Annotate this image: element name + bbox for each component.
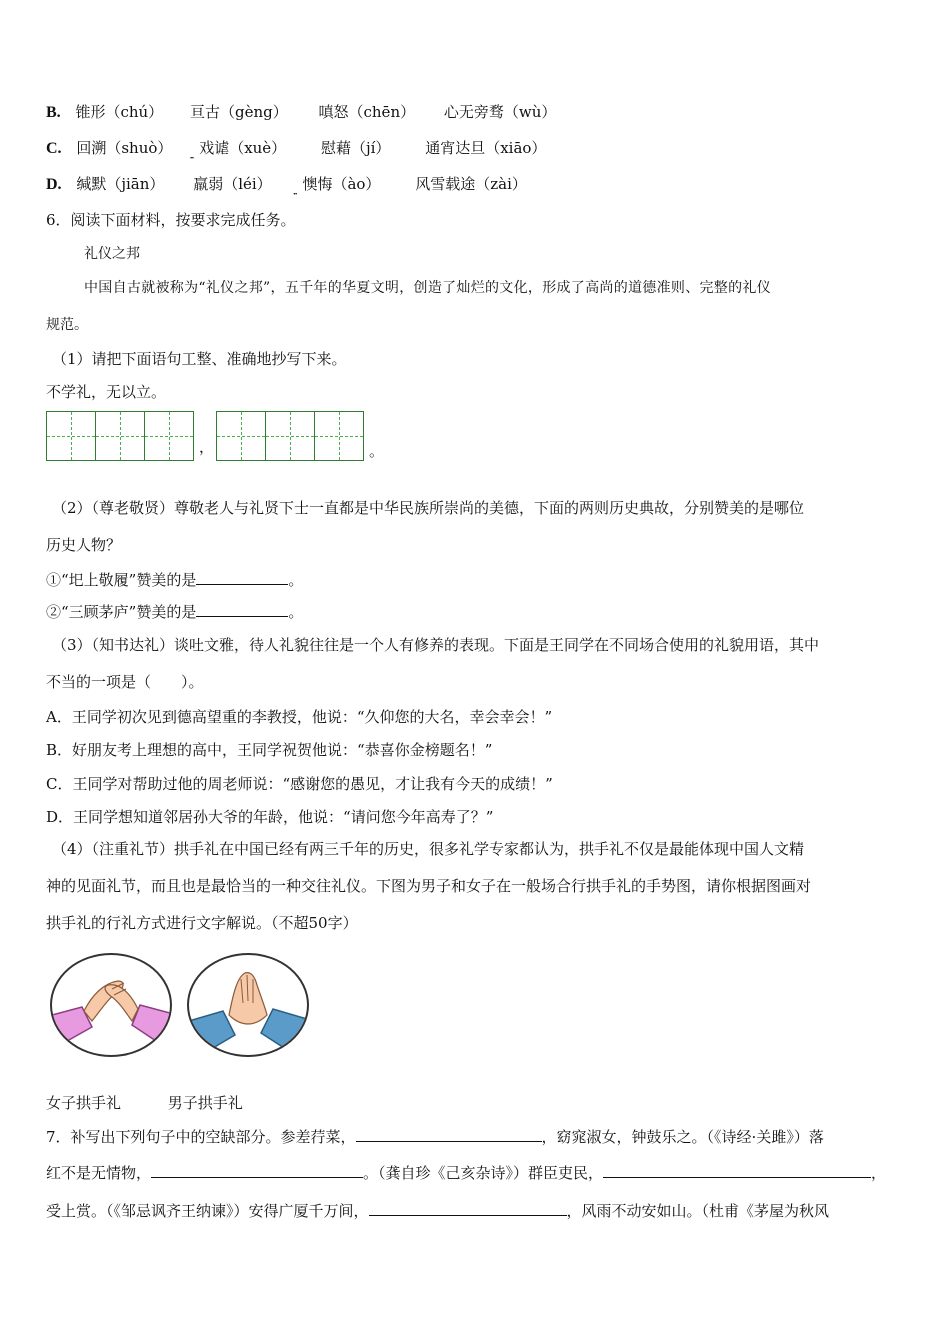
- q6-part3-option-b: B．好朋友考上理想的高中，王同学祝贺他说：“恭喜你金榜题名！”: [46, 741, 493, 759]
- option-item: 心无旁骛（wù）: [443, 103, 557, 121]
- q7-text: ，窈窕淑女，钟鼓乐之。（《诗经·关雎》）落: [541, 1128, 824, 1146]
- q6-part3-option-a: A．王同学初次见到德高望重的李教授，他说：“久仰您的大名，幸会幸会！”: [46, 708, 553, 726]
- writing-grid-right[interactable]: [216, 411, 364, 461]
- grid-period: 。: [369, 442, 385, 460]
- grid-cell[interactable]: [216, 411, 266, 461]
- answer-blank[interactable]: [151, 1161, 363, 1178]
- q6-part3-option-d: D．王同学想知道邻居孙大爷的年龄，他说：“请问您今年高寿了？”: [46, 808, 494, 826]
- q7-line2: [46, 1161, 886, 1184]
- q6-material: 中国自古就被称为“礼仪之邦”，五千年的华夏文明，创造了灿烂的文化，形成了高尚的道德准则、完整的礼仪: [84, 280, 772, 296]
- answer-blank[interactable]: [603, 1161, 871, 1178]
- grid-cell[interactable]: [144, 411, 194, 461]
- option-item: 亘古（gèng）: [189, 103, 288, 121]
- answer-blank[interactable]: [369, 1199, 567, 1216]
- answer-blank[interactable]: [356, 1125, 542, 1142]
- option-item: 羸弱（léi）: [193, 175, 272, 193]
- option-b-row: [46, 101, 556, 124]
- q6-part3-line2: 不当的一项是（ ）。: [46, 673, 204, 691]
- q6-part3-line1: （3）（知书达礼）谈吐文雅，待人礼貌往往是一个人有修养的表现。下面是王同学在不同场合使用的礼貌用语，其中: [52, 636, 820, 654]
- q6-part4-line3: 拱手礼的行礼方式进行文字解说。（不超50字）: [46, 914, 358, 932]
- option-label: B.: [46, 104, 61, 121]
- q7-text: 7．补写出下列句子中的空缺部分。参差荇菜，: [46, 1128, 356, 1146]
- caption-female: 女子拱手礼: [46, 1094, 122, 1112]
- q7-text: 红不是无情物，: [46, 1164, 152, 1182]
- male-hands-icon: [189, 955, 307, 1055]
- q6-part4-line1: （4）（注重礼节）拱手礼在中国已经有两三千年的历史，很多礼学专家都认为，拱手礼不仅是最能体现中国人文精: [52, 840, 805, 858]
- q6-part2-b-text: ②“三顾茅庐”赞美的是: [46, 603, 197, 621]
- female-gesture-illustration: [50, 953, 172, 1057]
- q6-part2-line2: 历史人物？: [46, 536, 122, 554]
- option-d-row: [46, 173, 527, 196]
- option-label: C.: [46, 140, 62, 157]
- grid-cell[interactable]: [95, 411, 145, 461]
- option-c-row: [46, 137, 546, 160]
- option-item: 风雪载途（zài）: [415, 175, 527, 193]
- q7-text: 。（龚自珍《己亥杂诗》）群臣吏民，: [363, 1164, 604, 1182]
- grid-comma: ，: [199, 438, 215, 456]
- q6-part3-option-c: C．王同学对帮助过他的周老师说：“感谢您的愚见，才让我有今天的成绩！”: [46, 775, 553, 793]
- writing-grid-left[interactable]: [46, 411, 194, 461]
- option-item: 通宵达旦（xiāo）: [425, 139, 547, 157]
- male-gesture-illustration: [187, 953, 309, 1057]
- female-hands-icon: [52, 955, 170, 1055]
- q6-part2-b: [46, 600, 303, 623]
- option-item: 锥形（chú）: [75, 103, 164, 121]
- q6-header: 6．阅读下面材料，按要求完成任务。: [46, 211, 296, 229]
- option-label: D.: [46, 176, 62, 193]
- q7-text: 受上赏。（《邹忌讽齐王纳谏》）安得广厦千万间，: [46, 1202, 369, 1220]
- q6-part2-line1: （2）（尊老敬贤）尊敬老人与礼贤下士一直都是中华民族所崇尚的美德，下面的两则历史典故，分别赞美的是哪位: [52, 499, 805, 517]
- option-item: 嗔怒（chēn）: [318, 103, 416, 121]
- q6-part4-line2: 神的见面礼节，而且也是最恰当的一种交往礼仪。下图为男子和女子在一般场合行拱手礼的手势图，请你根据图画对: [46, 877, 812, 895]
- q6-part1-prompt: （1）请把下面语句工整、准确地抄写下来。: [52, 350, 347, 368]
- option-item: ·· 戏谑（xuè）: [199, 139, 286, 157]
- q6-part1-text: 不学礼，无以立。: [46, 383, 167, 401]
- option-item: 回溯（shuò）: [76, 139, 173, 157]
- end-mark: 。: [288, 603, 304, 621]
- answer-blank[interactable]: [196, 600, 288, 617]
- grid-cell[interactable]: [314, 411, 364, 461]
- option-item: ·· 懊悔（ào）: [302, 175, 380, 193]
- q7-line3: [46, 1199, 829, 1222]
- option-item: 缄默（jiān）: [76, 175, 165, 193]
- q6-part2-a-text: ①“圯上敬履”赞美的是: [46, 571, 197, 589]
- option-item: 慰藉（jí）: [320, 139, 391, 157]
- answer-blank[interactable]: [196, 568, 288, 585]
- q6-part2-a: [46, 568, 303, 591]
- illustration-captions: [46, 1092, 243, 1114]
- caption-male: 男子拱手礼: [167, 1094, 243, 1112]
- q7-text: ，风雨不动安如山。（杜甫《茅屋为秋风: [566, 1202, 830, 1220]
- end-mark: 。: [288, 571, 304, 589]
- q7-line1: [46, 1125, 824, 1148]
- q6-material-end: 规范。: [46, 317, 88, 333]
- q6-title: 礼仪之邦: [84, 246, 140, 262]
- grid-cell[interactable]: [265, 411, 315, 461]
- q7-text: ，: [871, 1164, 887, 1182]
- grid-cell[interactable]: [46, 411, 96, 461]
